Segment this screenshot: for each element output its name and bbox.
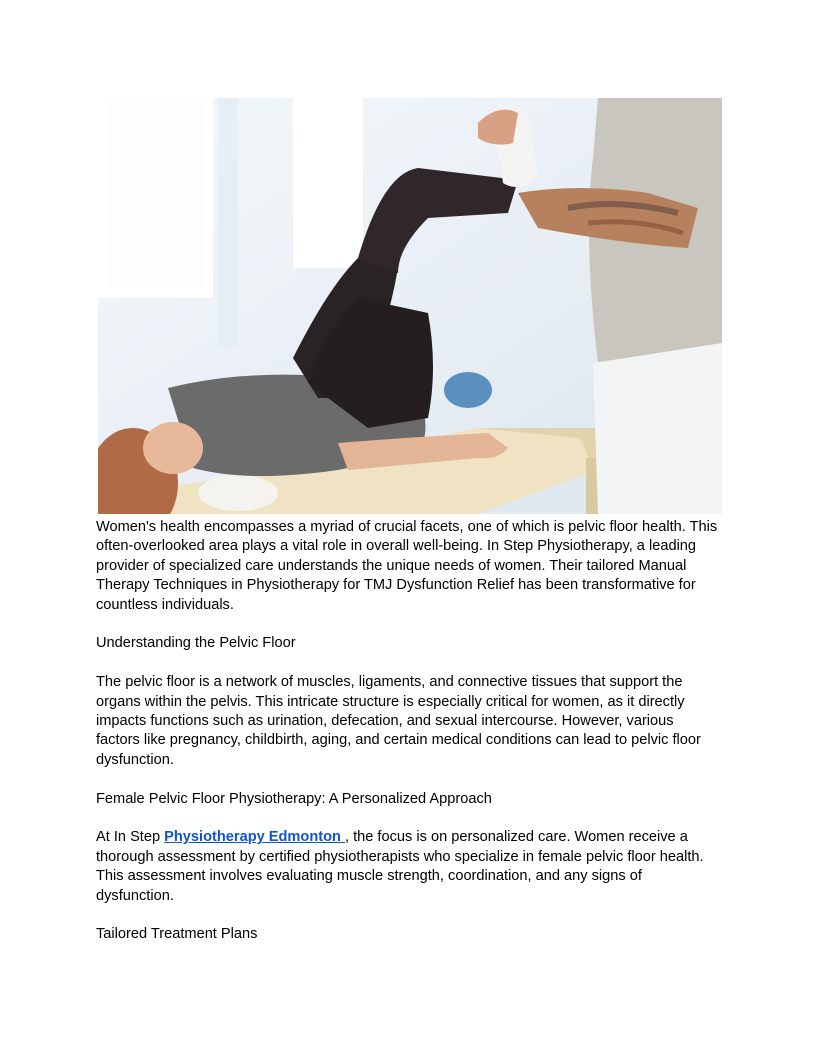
paragraph-text-lead: At In Step xyxy=(96,829,165,846)
intro-paragraph: Women's health encompasses a myriad of crucial facets, one of which is pelvic floor health. This often-overlooked area plays a vital role in overall well-being. In Step Physiotherapy, a leading provider of specialized care understands the unique needs of women. Their tailored Manual Therapy Techniques in Physiotherapy for TMJ Dysfunction Relief has been transformative for countless individuals. xyxy=(96,519,718,613)
hero-photo xyxy=(98,98,722,514)
paragraph-text-rest: , the focus is on personalized care. Women receive a thorough assessment by certified physiotherapists who specialize in female pelvic floor health. This assessment involves evaluating muscle strength, coordination, and any signs of dysfunction. xyxy=(96,829,704,904)
pelvic-floor-paragraph: The pelvic floor is a network of muscles, ligaments, and connective tissues that support the organs within the pelvis. This intricate structure is especially critical for women, as it directly impacts functions such as urination, defecation, and sexual intercourse. However, various factors like pregnancy, childbirth, aging, and certain medical conditions can lead to pelvic floor dysfunction. xyxy=(96,674,701,768)
section-heading-personalized-approach: Female Pelvic Floor Physiotherapy: A Personalized Approach xyxy=(96,790,492,807)
personalized-approach-paragraph xyxy=(96,828,720,906)
physiotherapy-edmonton-link[interactable]: Physiotherapy Edmonton xyxy=(164,829,345,846)
section-heading-treatment-plans: Tailored Treatment Plans xyxy=(96,926,258,943)
article-body xyxy=(96,518,720,945)
section-heading-pelvic-floor: Understanding the Pelvic Floor xyxy=(96,635,296,652)
